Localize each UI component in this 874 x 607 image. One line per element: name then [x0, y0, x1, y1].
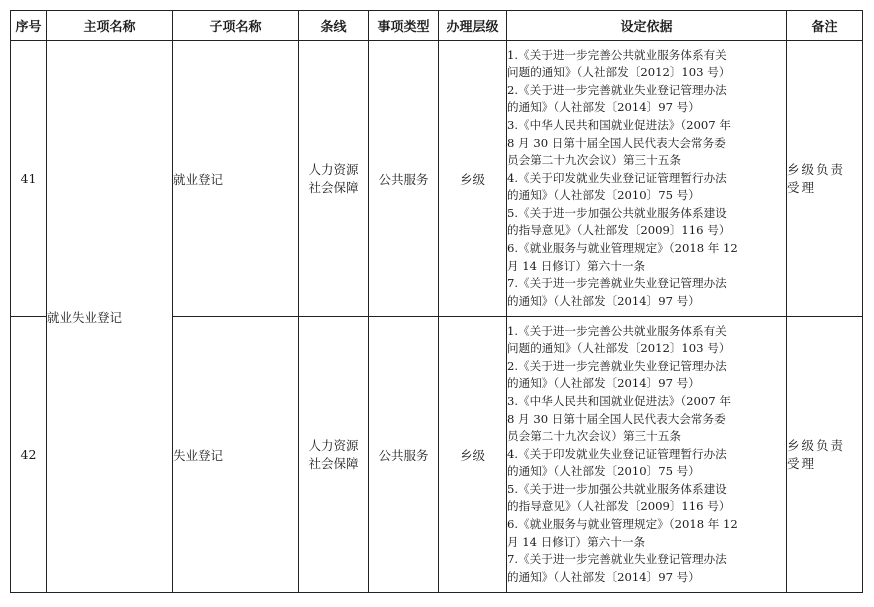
basis-line: 5.《关于进一步加强公共就业服务体系建设	[507, 205, 727, 220]
line-text-1: 人力资源	[308, 161, 359, 177]
basis-line: 问题的通知》（人社部发〔2012〕103 号）	[507, 341, 731, 356]
table-row	[11, 41, 863, 317]
line-text-1: 人力资源	[308, 437, 359, 453]
header-line: 条线	[299, 11, 369, 41]
basis-line: 的通知》（人社部发〔2014〕97 号）	[507, 376, 700, 391]
level-cell: 乡级	[439, 41, 507, 317]
basis-line: 4.《关于印发就业失业登记证管理暂行办法	[507, 446, 727, 461]
type-cell: 公共服务	[369, 317, 439, 593]
note-text-2: 受理	[787, 179, 817, 195]
header-main-item: 主项名称	[47, 11, 173, 41]
basis-line: 8 月 30 日第十届全国人民代表大会常务委	[507, 411, 726, 426]
header-row	[11, 11, 863, 41]
header-type: 事项类型	[369, 11, 439, 41]
basis-cell	[507, 317, 787, 593]
basis-line: 5.《关于进一步加强公共就业服务体系建设	[507, 481, 727, 496]
row-number: 42	[11, 317, 47, 593]
line-cell	[299, 317, 369, 593]
header-level: 办理层级	[439, 11, 507, 41]
line-text-2: 社会保障	[308, 179, 359, 195]
basis-line: 员会第二十九次会议）第三十五条	[507, 153, 681, 168]
basis-line: 8 月 30 日第十届全国人民代表大会常务委	[507, 135, 726, 150]
note-text-1: 乡级负责	[787, 437, 846, 453]
basis-line: 6.《就业服务与就业管理规定》（2018 年 12	[507, 241, 738, 256]
level-cell: 乡级	[439, 317, 507, 593]
main-item-cell: 就业失业登记	[47, 41, 173, 593]
basis-line: 的指导意见》（人社部发〔2009〕116 号）	[507, 499, 731, 514]
basis-line: 的通知》（人社部发〔2014〕97 号）	[507, 293, 700, 308]
header-sub-item: 子项名称	[173, 11, 299, 41]
basis-cell	[507, 41, 787, 317]
note-cell	[787, 317, 863, 593]
basis-line: 月 14 日修订）第六十一条	[507, 258, 646, 273]
basis-line: 1.《关于进一步完善公共就业服务体系有关	[507, 47, 727, 62]
sub-item-cell: 就业登记	[173, 41, 299, 317]
basis-line: 2.《关于进一步完善就业失业登记管理办法	[507, 358, 727, 373]
basis-line: 1.《关于进一步完善公共就业服务体系有关	[507, 323, 727, 338]
sub-item-cell: 失业登记	[173, 317, 299, 593]
type-cell: 公共服务	[369, 41, 439, 317]
line-text-2: 社会保障	[308, 455, 359, 471]
basis-line: 3.《中华人民共和国就业促进法》（2007 年	[507, 393, 731, 408]
service-items-table	[10, 10, 863, 593]
header-basis: 设定依据	[507, 11, 787, 41]
basis-line: 问题的通知》（人社部发〔2012〕103 号）	[507, 65, 731, 80]
basis-line: 月 14 日修订）第六十一条	[507, 534, 646, 549]
basis-line: 3.《中华人民共和国就业促进法》（2007 年	[507, 117, 731, 132]
basis-line: 的通知》（人社部发〔2010〕75 号）	[507, 188, 700, 203]
basis-line: 2.《关于进一步完善就业失业登记管理办法	[507, 82, 727, 97]
basis-line: 的通知》（人社部发〔2014〕97 号）	[507, 569, 700, 584]
header-note: 备注	[787, 11, 863, 41]
row-number: 41	[11, 41, 47, 317]
note-cell	[787, 41, 863, 317]
note-text-1: 乡级负责	[787, 161, 846, 177]
note-text-2: 受理	[787, 455, 817, 471]
basis-line: 7.《关于进一步完善就业失业登记管理办法	[507, 552, 727, 567]
header-no: 序号	[11, 11, 47, 41]
basis-line: 6.《就业服务与就业管理规定》（2018 年 12	[507, 517, 738, 532]
basis-line: 员会第二十九次会议）第三十五条	[507, 429, 681, 444]
basis-line: 的通知》（人社部发〔2010〕75 号）	[507, 464, 700, 479]
line-cell	[299, 41, 369, 317]
basis-line: 7.《关于进一步完善就业失业登记管理办法	[507, 276, 727, 291]
basis-line: 的通知》（人社部发〔2014〕97 号）	[507, 100, 700, 115]
basis-line: 的指导意见》（人社部发〔2009〕116 号）	[507, 223, 731, 238]
basis-line: 4.《关于印发就业失业登记证管理暂行办法	[507, 170, 727, 185]
